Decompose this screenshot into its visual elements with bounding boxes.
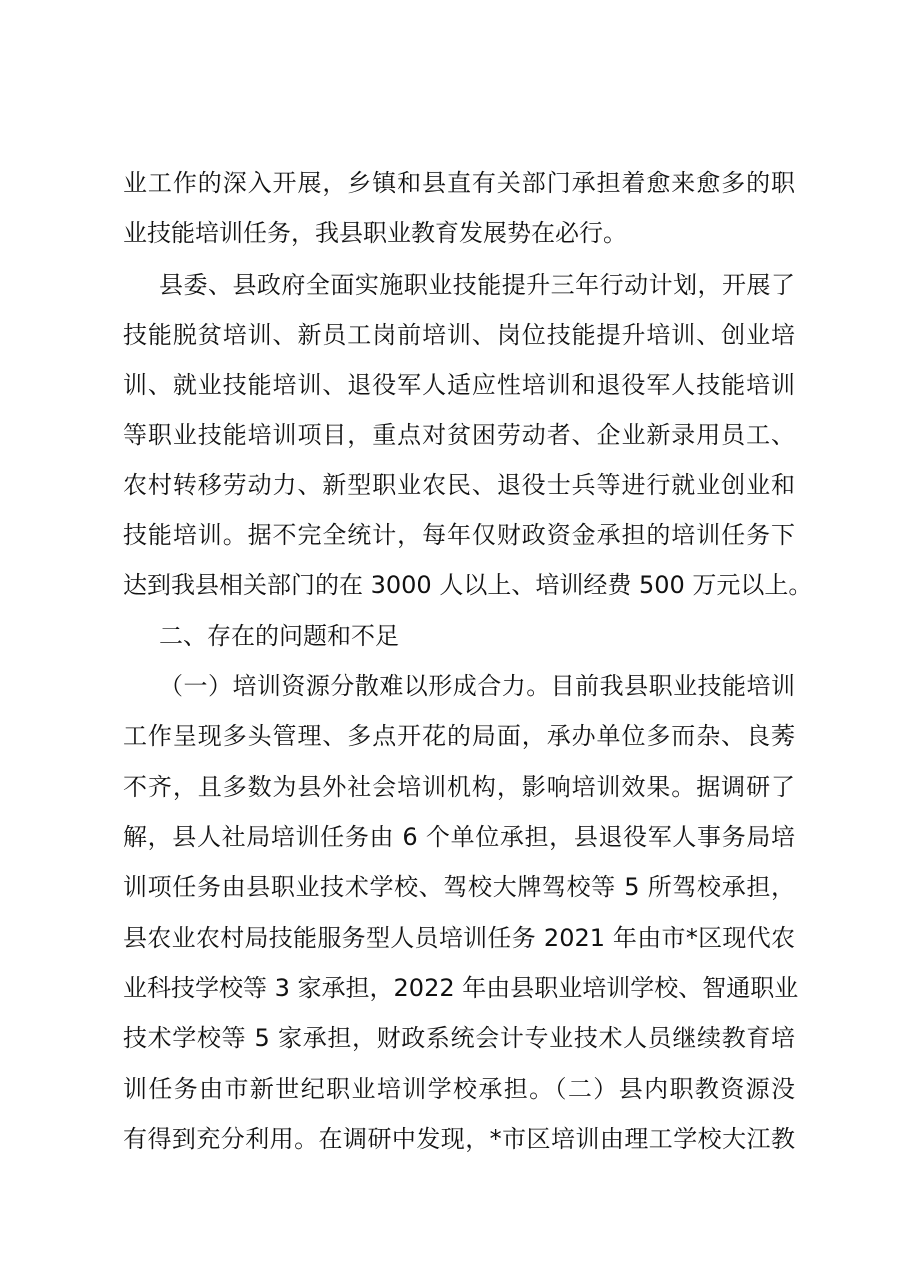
- paragraph-line: 有得到充分利用。在调研中发现，*市区培训由理工学校大江教: [123, 1125, 795, 1153]
- paragraph-line: 业工作的深入开展，乡镇和县直有关部门承担着愈来愈多的职: [123, 169, 795, 197]
- paragraph-line: 工作呈现多头管理、多点开花的局面，承办单位多而杂、良莠: [123, 722, 795, 750]
- section-heading: 二、存在的问题和不足: [159, 622, 399, 650]
- paragraph-line: 业技能培训任务，我县职业教育发展势在必行。: [123, 219, 627, 247]
- paragraph-line: 训、就业技能培训、退役军人适应性培训和退役军人技能培训: [123, 371, 795, 399]
- paragraph-line: 业科技学校等 3 家承担，2022 年由县职业培训学校、智通职业: [123, 974, 799, 1002]
- paragraph-line: 农村转移劳动力、新型职业农民、退役士兵等进行就业创业和: [123, 471, 795, 499]
- paragraph-line: 训任务由市新世纪职业培训学校承担。（二）县内职教资源没: [123, 1075, 795, 1103]
- paragraph-line: 技术学校等 5 家承担，财政系统会计专业技术人员继续教育培: [123, 1024, 795, 1052]
- paragraph-line: 技能脱贫培训、新员工岗前培训、岗位技能提升培训、创业培: [123, 321, 795, 349]
- paragraph-line: 县委、县政府全面实施职业技能提升三年行动计划，开展了: [159, 271, 795, 299]
- paragraph-line: 等职业技能培训项目，重点对贫困劳动者、企业新录用员工、: [123, 421, 795, 449]
- paragraph-line: 训项任务由县职业技术学校、驾校大牌驾校等 5 所驾校承担，: [123, 873, 795, 901]
- paragraph-line: 县农业农村局技能服务型人员培训任务 2021 年由市*区现代农: [123, 924, 795, 952]
- paragraph-line: 达到我县相关部门的在 3000 人以上、培训经费 500 万元以上。: [123, 571, 813, 599]
- paragraph-line: 不齐，且多数为县外社会培训机构，影响培训效果。据调研了: [123, 773, 795, 801]
- paragraph-line: 解，县人社局培训任务由 6 个单位承担，县退役军人事务局培: [123, 823, 795, 851]
- paragraph-line: 技能培训。据不完全统计，每年仅财政资金承担的培训任务下: [123, 521, 795, 549]
- paragraph-line: （一）培训资源分散难以形成合力。目前我县职业技能培训: [159, 672, 795, 700]
